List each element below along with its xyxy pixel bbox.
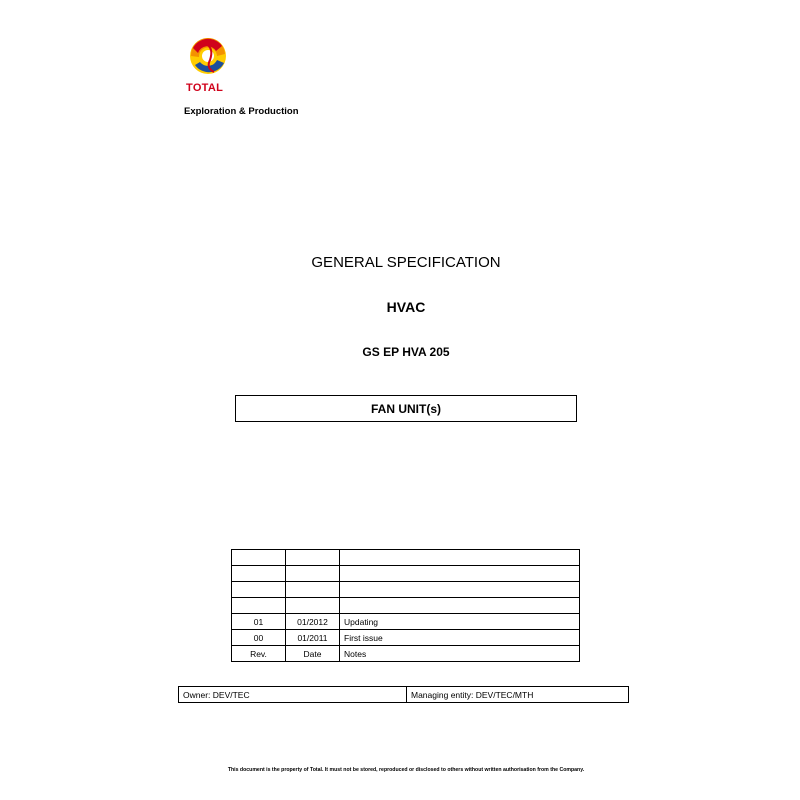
- rev-cell: [232, 582, 286, 598]
- table-row: [232, 550, 580, 566]
- rev-cell: 00: [232, 630, 286, 646]
- discipline-heading: HVAC: [386, 299, 426, 315]
- table-row: [232, 630, 580, 646]
- notes-cell: First issue: [340, 630, 580, 646]
- ownership-box: [178, 686, 629, 703]
- rev-cell: [232, 566, 286, 582]
- date-cell: [286, 566, 340, 582]
- document-title-box: [235, 395, 577, 422]
- rev-cell: 01: [232, 614, 286, 630]
- table-header-row: [232, 646, 580, 662]
- revision-table: [231, 549, 580, 662]
- division-label: Exploration & Production: [184, 106, 299, 117]
- notes-cell: [340, 582, 580, 598]
- notes-cell: [340, 566, 580, 582]
- spec-type-heading: GENERAL SPECIFICATION: [311, 254, 501, 271]
- document-number: GS EP HVA 205: [362, 345, 450, 359]
- rev-cell: [232, 598, 286, 614]
- date-cell: [286, 550, 340, 566]
- table-row: [232, 566, 580, 582]
- notes-header: Notes: [340, 646, 580, 662]
- table-row: [232, 598, 580, 614]
- table-row: [232, 614, 580, 630]
- rev-header: Rev.: [232, 646, 286, 662]
- date-cell: [286, 582, 340, 598]
- owner-label: Owner: DEV/TEC: [179, 687, 407, 702]
- confidentiality-notice: This document is the property of Total. It must not be stored, reproduced or disclosed to others without written authorisation from the Company.: [227, 767, 585, 773]
- document-title: FAN UNIT(s): [371, 401, 441, 416]
- date-cell: 01/2011: [286, 630, 340, 646]
- table-row: [232, 582, 580, 598]
- notes-cell: [340, 598, 580, 614]
- date-cell: [286, 598, 340, 614]
- company-name: TOTAL: [186, 82, 224, 94]
- date-cell: 01/2012: [286, 614, 340, 630]
- notes-cell: Updating: [340, 614, 580, 630]
- total-logo-icon: [186, 34, 236, 82]
- notes-cell: [340, 550, 580, 566]
- rev-cell: [232, 550, 286, 566]
- date-header: Date: [286, 646, 340, 662]
- managing-entity-label: Managing entity: DEV/TEC/MTH: [411, 689, 534, 700]
